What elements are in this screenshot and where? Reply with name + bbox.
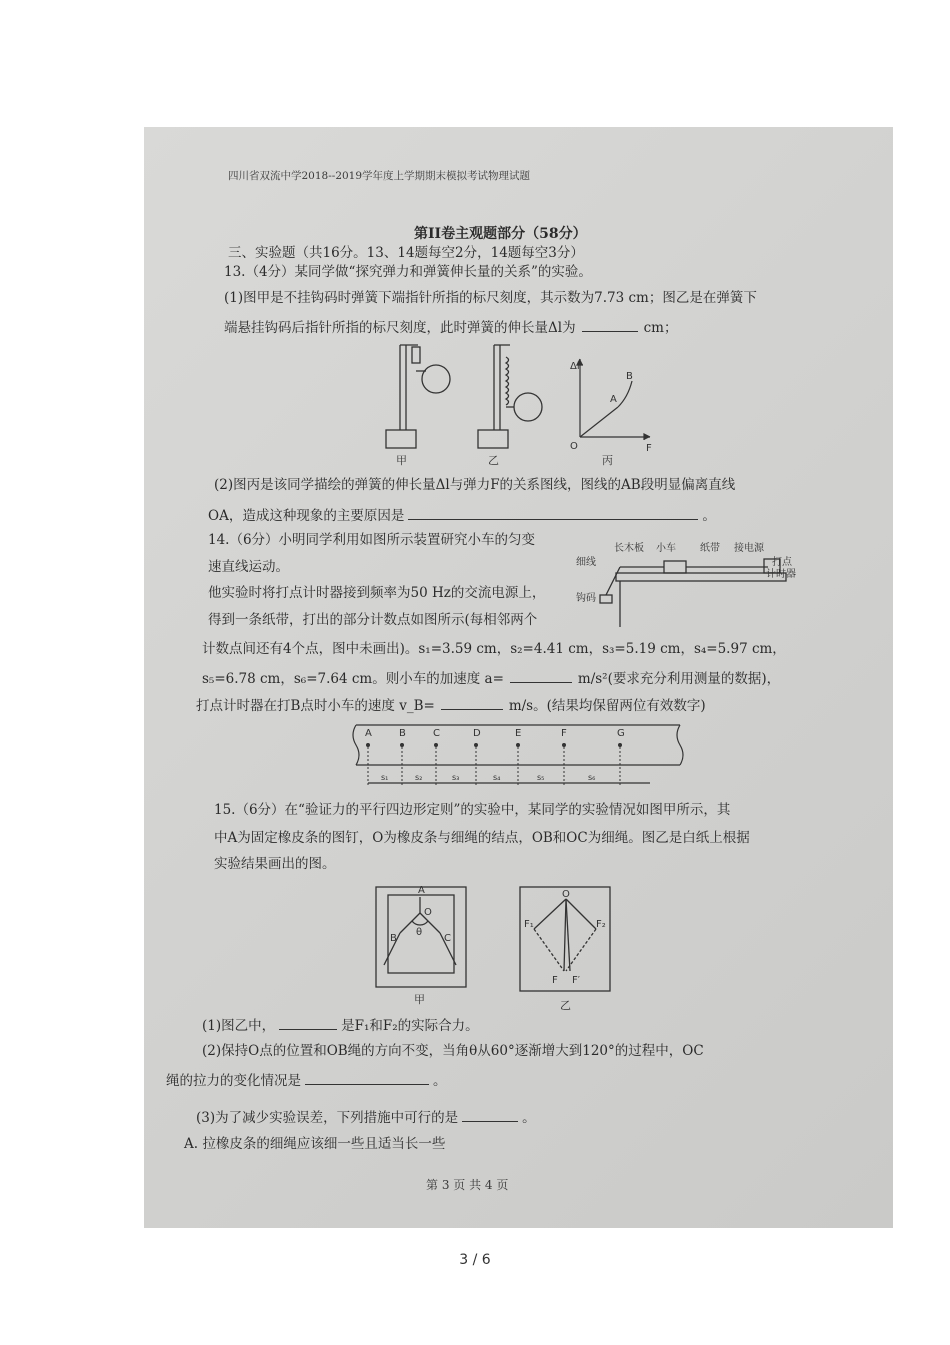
graph-x-label: F (646, 443, 652, 454)
label-timer-2: 计时器 (766, 569, 796, 580)
q15-sub2-line1: (2)保持O点的位置和OB绳的方向不变，当角θ从60°逐渐增大到120°的过程中，OC (202, 1043, 704, 1059)
label-cart: 小车 (656, 543, 676, 554)
exam-header: 四川省双流中学2018--2019学年度上学期期末模拟考试物理试题 (228, 170, 531, 182)
q15-sub3-end: 。 (522, 1110, 536, 1126)
tape-dot-c (434, 743, 438, 747)
tape-dot-d (474, 743, 478, 747)
label-f1: F₁ (524, 919, 534, 930)
label-a: A (418, 885, 425, 896)
q14-line7-text: 打点计时器在打B点时小车的速度 v_B= (196, 698, 435, 714)
q15-sub3 (196, 1109, 536, 1126)
fig-label-yi: 乙 (488, 454, 499, 467)
q13-part1-unit: cm； (643, 320, 678, 336)
part-three-heading: 三、实验题（共16分。13、14题每空2分，14题每空3分） (228, 245, 584, 261)
tape-point-label: B (399, 728, 406, 739)
fig-label-bing: 丙 (602, 454, 613, 467)
label-weight: 钩码 (576, 593, 596, 604)
answer-blank (408, 507, 698, 520)
graph-point-a: A (610, 394, 617, 405)
q14-line2: 速直线运动。 (208, 559, 289, 575)
tape-point-label: E (515, 728, 522, 739)
label-b: B (390, 933, 397, 944)
label-power: 接电源 (734, 543, 764, 554)
label-o-jia: O (424, 907, 432, 918)
tape-span-label: s₅ (537, 773, 545, 782)
q13-part1-line2 (224, 319, 677, 336)
tape-span-label: s₆ (588, 773, 596, 782)
q15-sub2-text: 绳的拉力的变化情况是 (166, 1073, 301, 1089)
scanned-exam-photo (144, 127, 893, 1228)
q14-line6-unit: m/s²(要求充分利用测量的数据)， (577, 671, 781, 687)
label-f-prime: F′ (572, 975, 581, 986)
q15-sub2-end: 。 (433, 1073, 447, 1089)
label-c: C (444, 933, 451, 944)
q14-apparatus (576, 535, 816, 635)
q13-part2-end: 。 (702, 508, 716, 524)
fig-label-jia: 甲 (396, 454, 407, 467)
q13-figures (370, 337, 670, 467)
figure-yi (478, 345, 542, 448)
graph-y-label: Δl (570, 361, 580, 372)
q13-title: 13.（4分）某同学做“探究弹力和弹簧伸长量的关系”的实验。 (224, 264, 592, 280)
tape-point-label: G (617, 728, 625, 739)
q15-sub1-text: (1)图乙中， (202, 1018, 276, 1034)
label-tape: 纸带 (700, 543, 720, 554)
figure-jia (386, 345, 450, 448)
label-o-yi: O (562, 889, 570, 900)
q14-line7 (196, 697, 706, 714)
q14-line1: 14.（6分）小明同学利用如图所示装置研究小车的匀变 (208, 532, 536, 548)
label-board: 长木板 (614, 543, 644, 554)
q15-line3: 实验结果画出的图。 (214, 856, 336, 872)
label-timer-1: 打点 (772, 557, 792, 568)
q13-part1-line1: (1)图甲是不挂钩码时弹簧下端指针所指的标尺刻度，其示数为7.73 cm；图乙是在弹簧下 (224, 290, 757, 306)
exam-page-footer: 第 3 页 共 4 页 (426, 1178, 509, 1192)
tape-point-label: D (473, 728, 481, 739)
q13-part2-line1: (2)图丙是该同学描绘的弹簧的伸长量Δl与弹力F的关系图线，图线的AB段明显偏离直线 (214, 477, 736, 493)
tape-span-label: s₄ (493, 773, 501, 782)
q15-figures (374, 885, 614, 1015)
q15-sub2-line2 (166, 1072, 447, 1089)
q15-line1: 15.（6分）在“验证力的平行四边形定则”的实验中，某同学的实验情况如图甲所示，其 (214, 802, 731, 818)
graph-origin-label: O (570, 441, 578, 452)
label-theta: θ (416, 927, 423, 938)
q13-part2-line2 (208, 507, 716, 524)
answer-blank (510, 670, 572, 683)
answer-blank (279, 1017, 337, 1030)
figure-yi-vectors (520, 887, 610, 991)
q14-line7-unit: m/s。(结果均保留两位有效数字) (508, 698, 706, 714)
q13-part1-line2-text: 端悬挂钩码后指针所指的标尺刻度，此时弹簧的伸长量Δl为 (224, 320, 576, 336)
fig-label-yi-15: 乙 (560, 999, 571, 1012)
answer-blank (462, 1109, 518, 1122)
tape-span-label: s₁ (381, 773, 389, 782)
tape-dot-g (618, 743, 622, 747)
q15-line2: 中A为固定橡皮条的图钉，O为橡皮条与细绳的结点，OB和OC为细绳。图乙是白纸上根据 (214, 830, 750, 846)
label-f: F (552, 975, 558, 986)
q14-paper-tape (350, 721, 690, 791)
fig-label-jia-15: 甲 (414, 993, 425, 1006)
q14-line4: 得到一条纸带，打出的部分计数点如图所示(每相邻两个 (208, 612, 538, 628)
section-title: 第II卷主观题部分（58分） (414, 226, 587, 242)
tape-span-label: s₃ (452, 773, 460, 782)
q15-option-a: A. 拉橡皮条的细绳应该细一些且适当长一些 (184, 1136, 446, 1152)
q15-sub1-end: 是F₁和F₂的实际合力。 (341, 1018, 479, 1034)
q15-sub3-text: (3)为了减少实验误差，下列措施中可行的是 (196, 1110, 459, 1126)
q14-line5: 计数点间还有4个点，图中未画出)。s₁=3.59 cm，s₂=4.41 cm，s₃=5.19 cm，s₄=5.97 cm， (202, 641, 786, 657)
answer-blank (305, 1072, 429, 1085)
tape-point-label: C (433, 728, 440, 739)
graph-point-b: B (626, 371, 633, 382)
tape-span-label: s₂ (415, 773, 423, 782)
q15-sub1 (202, 1017, 479, 1034)
page-indicator: 3 / 6 (459, 1252, 491, 1268)
answer-blank (582, 319, 638, 332)
label-string: 细线 (576, 557, 596, 568)
answer-blank (441, 697, 503, 710)
q14-line6 (202, 670, 780, 687)
tape-dot-f (562, 743, 566, 747)
q14-line3: 他实验时将打点计时器接到频率为50 Hz的交流电源上， (208, 585, 546, 601)
tape-dot-e (516, 743, 520, 747)
q14-line6-text: s₅=6.78 cm，s₆=7.64 cm。则小车的加速度 a= (202, 671, 504, 687)
q13-part2-line2-text: OA，造成这种现象的主要原因是 (208, 508, 405, 524)
tape-point-label: A (365, 728, 372, 739)
tape-dot-b (400, 743, 404, 747)
tape-dot-a (366, 743, 370, 747)
tape-point-label: F (561, 728, 567, 739)
label-f2: F₂ (596, 919, 606, 930)
